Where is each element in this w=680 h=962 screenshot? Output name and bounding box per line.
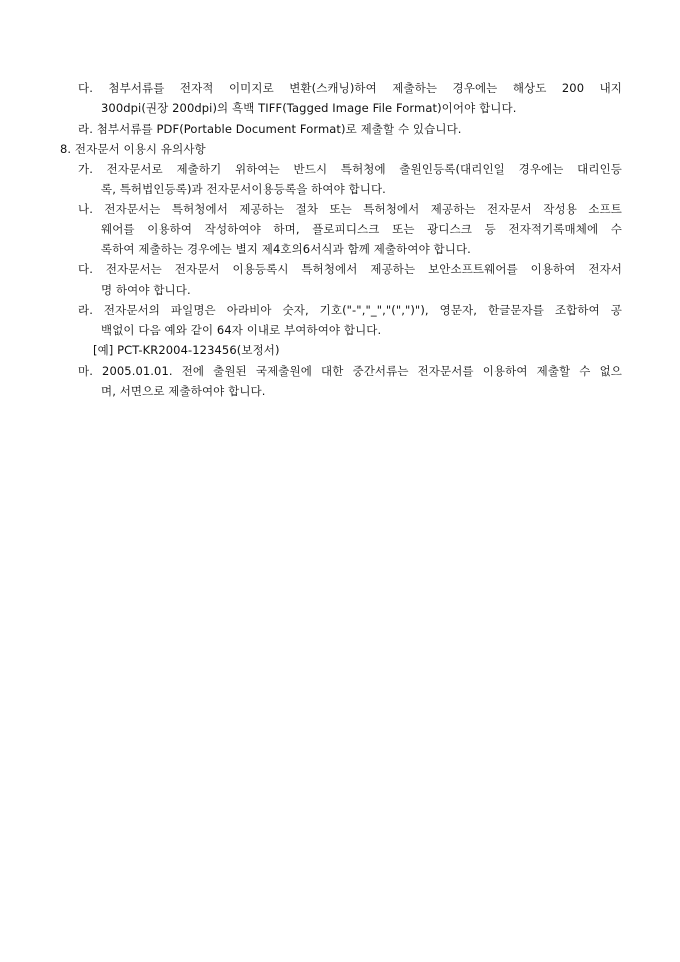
item-da-line-2: 300dpi(권장 200dpi)의 흑백 TIFF(Tagged Image File Format)이어야 합니다.	[101, 101, 517, 115]
item-ma-line-2: 며, 서면으로 제출하여야 합니다.	[101, 384, 266, 398]
item-na-line-3: 록하여 제출하는 경우에는 별지 제4호의6서식과 함께 제출하여야 합니다.	[101, 242, 471, 256]
filename-example: [예] PCT-KR2004-123456(보정서)	[93, 343, 280, 357]
item-ma-line-1: 마. 2005.01.01. 전에 출원된 국제출원에 대한 중간서류는 전자문서를 이용하여 제출할 수 없으	[78, 364, 622, 378]
item-ra-line-1: 라. 첨부서류를 PDF(Portable Document Format)로 제출할 수 있습니다.	[78, 122, 462, 136]
item-ga-line-1: 가. 전자문서로 제출하기 위하여는 반드시 특허청에 출원인등록(대리인일 경우에는 대리인등	[78, 162, 622, 176]
item-s8-ra-line-1: 라. 전자문서의 파일명은 아라비아 숫자, 기호("-","_","(",")"), 영문자, 한글문자를 조합하여 공	[78, 303, 622, 317]
item-s8-ra-line-2: 백없이 다음 예와 같이 64자 이내로 부여하여야 합니다.	[101, 323, 382, 337]
item-ga-line-2: 록, 특허법인등록)과 전자문서이용등록을 하여야 합니다.	[101, 182, 386, 196]
item-s8-da-line-1: 다. 전자문서는 전자문서 이용등록시 특허청에서 제공하는 보안소프트웨어를 이용하여 전자서	[78, 262, 622, 276]
item-s8-da-line-2: 명 하여야 합니다.	[101, 283, 191, 297]
item-na-line-1: 나. 전자문서는 특허청에서 제공하는 절차 또는 특허청에서 제공하는 전자문서 작성용 소프트	[78, 202, 622, 216]
item-da-line-1: 다. 첨부서류를 전자적 이미지로 변환(스캐닝)하여 제출하는 경우에는 해상도 200 내지	[78, 81, 622, 95]
item-na-line-2: 웨어를 이용하여 작성하여야 하며, 플로피디스크 또는 광디스크 등 전자적기록매체에 수	[101, 222, 622, 236]
section-8-heading: 8. 전자문서 이용시 유의사항	[60, 142, 206, 156]
